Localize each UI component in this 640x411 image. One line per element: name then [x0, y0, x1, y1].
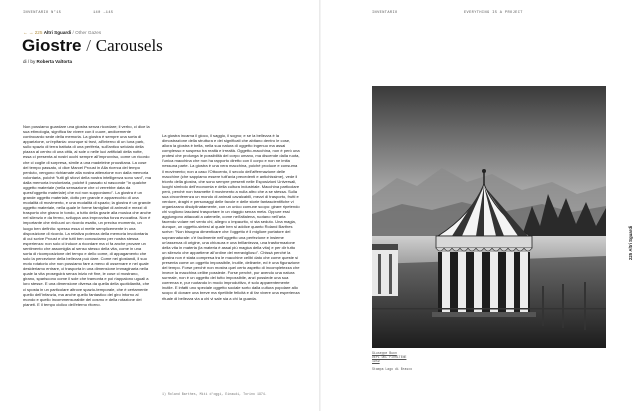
vertical-section-label	[623, 110, 633, 260]
caption-title: DEPI DEL FIORITENE	[372, 355, 407, 360]
carousel-photo	[372, 86, 606, 348]
side-label-num: 225	[628, 252, 633, 260]
header-pages: 140 →145	[93, 11, 114, 15]
article-kicker: ← → 225 Altri Sguardi / Other Gazes	[23, 30, 102, 35]
caption-details: Stampa Lago di Brasco	[372, 366, 413, 371]
caption-photographer: Giuseppe Buon	[372, 351, 397, 355]
article-title	[22, 36, 163, 56]
header-tagline: EVERYTHING IS A PROJECT	[464, 11, 523, 15]
header-magazine-left: INVENTARIO N°15	[23, 11, 62, 15]
side-label-topic-en	[628, 250, 640, 255]
author-name: Roberta Valtorta	[36, 59, 73, 64]
title-separator: /	[86, 36, 91, 55]
title-italian: Giostre	[22, 36, 82, 55]
caption-year: 1959	[372, 359, 380, 364]
footnote: 1) Roland Barthes, Miti d'oggi, Einaudi, Torino 1974.	[162, 392, 267, 396]
side-label-section: Altri Sguardi	[628, 225, 633, 252]
body-column-1: Non possiamo guardare una giostra senza ricordare; il verbo, ci dice la sua etimologia, significa far vivere con il cuore, andicemente controcardo sede della memoria. La giostra è sempre una sorta di apparizione, un'epifania: ovunque si trovi, all'interno di un luna park, sullo spazio di terra battuta di una periferia, sull'antico selciato della piazza al centro di una città, al sole o nelle luci artificiali della notte, essa ci presenta ai nostri occhi sempre all'improvviso, come un ricordo che ci coglie di sorpresa, simile a una madeleine proustiana. La cose del tempo passato, ci dice Marcel Proust in Alla ricerca del tempo perduto, vengono richiamate alla nostra attenzione non dalla memoria volontaria, poiché "tutti gli sforzi della nostra intelligenza sono vani", ma dalla memoria involontaria, poiché il passato si nasconde "in qualche oggetto materiale (nella sensazione che ci verrebbe data da quest'oggetto materiale) che noi non supponiamo". La giostra è un grande oggetto materiale, dotto per grande e apparecchio di una modalità di movimento, e una modalità di spazio; la giostra è un grande oggetto materiale, nella quale le forme famigliari di animali e mezzi di trasporto che girano in tondo, a tutto della grazie alla musica che anche nel silenzio e da fermo, sviluppa una improvvisa forza evocativa. Non è importante che riniluuni un ricordo esatto, un preciso momento, un luogo ben definito: spesso essa ci mette semplicemente in una disposizione di ricordo. La relativa potenza della memoria involontaria di cui scrive Proust e che tutti ben conosciamo per nostra stessa esperienza: non solo ci induce a ricordare ma ci fa anche provare un sentimento che assomiglia al senso stesso della vita, come in una sorta di ricomposizione del tempo e dello come, di appagamento che solo la percezione della bellezza può dare. Come nei giostandi, il suo moto rotatorio che non possiamo fare a meno di osservare e nel quale desideriamo entrare, ci trasporta in una dimensione immaginaria nella quale la vita proseguirà senza inizio né fine, le cose ci mostrano, girano, spariscono come il sole che tramonta e poi riappaiono uguali a loro stesse. E una dimensione diversa da quella della quotidianità, che ci sposta in un particolare altrove spazio-temporale, che è certamente quello dell'infanzia, ma anche quello fantastico del giro intorno al mondo e quello incommensurabile del cosmo e della rotazione dei pianeti. E il tempo ciclico dell'eterno ritorno.	[23, 124, 152, 307]
carousel-photo-illustration	[372, 86, 606, 348]
body-column-2: La giostra incarna il gioco, il saggio, il sogno; e se la bellezza è la dimostrazione della struttura e dei significati che abitano dentro le cose, allora la giostra è bella, nella sua natura di oggetto ingenuo ma assai complesso e sospeso tra realtà e irrealtà. Oggetto-macchina, non è però una protesi che prolunga le possibilità del corpo umano, ma discende dalla ruota, l'unica macchina che non ha rapporto diretto con il corpo e non ne imita nessuna parte. La giostra è una vera macchina, poiché produce e consuma il movimento; non a caso l'Ottocento, il secolo dell'affermazione delle macchine (che sappiamo essere tutt'avia precedenti e antichissime), vede il trionfo della giostra, che sono sempre presenti nelle Esposizioni Universali, luoghi simbolo dell'economia e della cultura industriale. Macchina particolare però, perché non trasmette il movimento a nulla altro che a se stessa. Sulla sua circonferenza un mondo di animali cavalcabili, mezzi di trasporto, frutti e verdure, draghi e personaggi delle favole e delle storie fantascientifiche vi organizzano disciplinatamente, con un unico comune scopo: girare ripetendo chi vogliono lasciarsi trasportare in un viaggio senza meta. Oppure essi aggiungono attaccati a catenelle, come nell'altalena, ruotano nell'aria facendo volare nel vento chi, allegro o impaurito, vi sta seduto. Una magia, dunque, un oggetto-sintesi al quale ben si addice quanto Roland Barthes scrive: "Non bisogna dimenticare che l'oggetto è il migliore portatore del soprannaturale: c'è facilmente nell'oggetto una perfezione e insieme un'assenza di origine, una chiusura e una brillantezza, una trasformazione della vita in materia (la materia è assai più magica della vita) e per dir tutto un silenzio che appartiene all'ordine del meraviglioso". Chissà perché la giostra non è stata compresa tra le macchine celibi dato che come queste si presenta come un oggetto impossibile, inutile, delirante, ed è una figurazione del tempo. Forse perché non mostra quel certo aspetto di incompletezza che invece la macchina celibe possiede. Forse perché, pur avendo una natura surreale, non è un oggetto del tutto impossibile, anzi possiede una sua coerenza e, pur ruotando in modo improduttivo, è solo apparentemente inutile. E infatti uno speciale oggetto sociale sorto dalla cultura popolare allo scopo di donare una breve ma ripetibile felicità e di far vivere una esperienza rituale di bellezza via a chi vi sale sia a chi la guarda.	[162, 133, 300, 301]
kicker-section: Altri Sguardi	[43, 30, 72, 35]
kicker-number: ← → 225	[23, 30, 43, 35]
header-magazine-right: INVENTARIO	[372, 11, 398, 15]
page-gutter	[319, 0, 321, 411]
photo-caption	[372, 351, 412, 371]
byline	[23, 59, 72, 64]
byline-label: di / by	[23, 59, 36, 64]
title-english: Carousels	[95, 36, 163, 55]
kicker-section-en: Other Gazes	[75, 30, 102, 35]
